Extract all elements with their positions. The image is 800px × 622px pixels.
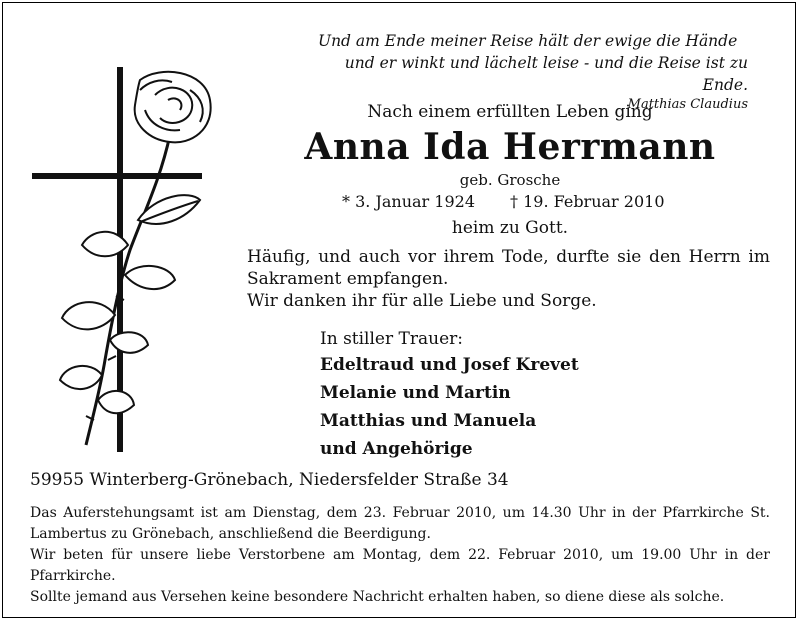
cross-with-rose-icon xyxy=(20,60,230,460)
birth-name: geb. Grosche xyxy=(459,171,561,189)
mourner-name: Matthias und Manuela xyxy=(320,411,537,431)
body-paragraph: Wir danken ihr für alle Liebe und Sorge. xyxy=(247,291,597,311)
mourner-name: und Angehörige xyxy=(320,439,473,459)
note-paragraph: Das Auferstehungsamt ist am Dienstag, dem 23. Februar 2010, um 14.30 Uhr in der Pfarrkirche St. Lambertus zu Grönebach, anschließend die Beerdigung. xyxy=(30,505,770,542)
motto-line-1: Und am Ende meiner Reise hält der ewige die Hände xyxy=(318,32,738,50)
body-text xyxy=(247,246,770,312)
intro-text: Nach einem erfüllten Leben ging xyxy=(367,102,653,122)
deceased-name: Anna Ida Herrmann xyxy=(304,126,716,168)
address: 59955 Winterberg-Grönebach, Niedersfelder Straße 34 xyxy=(30,470,509,490)
mourners-heading: In stiller Trauer: xyxy=(320,329,463,349)
mourners-block xyxy=(320,327,579,463)
note-paragraph: Sollte jemand aus Versehen keine besondere Nachricht erhalten haben, so diene diese als solche. xyxy=(30,589,725,605)
closing-text: heim zu Gott. xyxy=(451,218,569,238)
service-notes xyxy=(30,503,770,608)
mourner-name: Edeltraud und Josef Krevet xyxy=(320,355,579,375)
motto-author: Matthias Claudius xyxy=(627,97,748,112)
note-paragraph: Wir beten für unsere liebe Verstorbene am Montag, dem 22. Februar 2010, um 19.00 Uhr in der Pfarrkirche. xyxy=(30,547,770,584)
birth-date: * 3. Januar 1924 xyxy=(342,192,475,211)
body-paragraph: Häufig, und auch vor ihrem Tode, durfte sie den Herrn im Sakrament empfangen. xyxy=(247,247,770,289)
motto-line-2: und er winkt und lächelt leise - und die Reise ist zu Ende. xyxy=(344,54,748,94)
death-date: † 19. Februar 2010 xyxy=(510,192,665,211)
mourner-name: Melanie und Martin xyxy=(320,383,511,403)
